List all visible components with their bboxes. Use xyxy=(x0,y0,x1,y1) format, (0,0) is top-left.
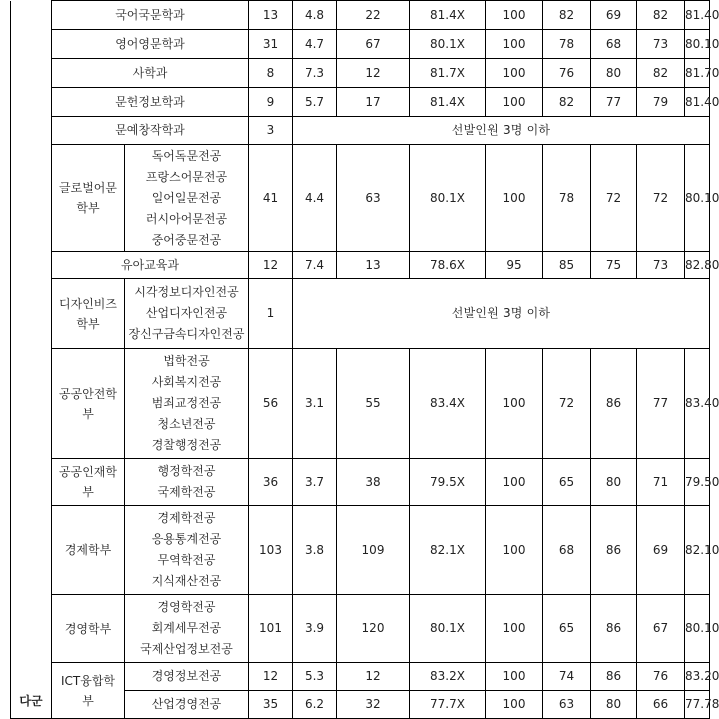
sub-major-label: 행정학전공 xyxy=(157,464,216,478)
dept-cell: 공공안전학부 xyxy=(52,349,125,459)
data-cell: 4.4 xyxy=(293,145,337,252)
data-cell: 83.40 xyxy=(685,349,710,459)
data-cell: 100 xyxy=(486,30,543,59)
data-cell: 9 xyxy=(249,88,293,117)
data-cell: 86 xyxy=(591,595,637,663)
table-row xyxy=(11,506,710,595)
table-row xyxy=(11,88,710,117)
data-cell: 79 xyxy=(637,88,685,117)
data-cell: 95 xyxy=(486,252,543,279)
dept-cell: 국어국문학과 xyxy=(52,1,249,30)
dept-cell: 사학과 xyxy=(52,59,249,88)
data-cell: 22 xyxy=(337,1,410,30)
data-cell: 3.8 xyxy=(293,506,337,595)
data-cell: 81.4X xyxy=(410,88,486,117)
data-cell: 72 xyxy=(637,145,685,252)
sub-major-label: 경찰행정전공 xyxy=(151,438,222,452)
data-cell: 69 xyxy=(591,1,637,30)
data-cell: 72 xyxy=(591,145,637,252)
data-cell: 66 xyxy=(637,691,685,719)
data-cell: 67 xyxy=(337,30,410,59)
data-cell: 79.5X xyxy=(410,459,486,506)
data-cell: 81.7X xyxy=(410,59,486,88)
data-cell: 80.10 xyxy=(685,30,710,59)
data-cell: 31 xyxy=(249,30,293,59)
data-cell: 73 xyxy=(637,252,685,279)
sub-major-label: 국제산업정보전공 xyxy=(140,642,233,656)
data-cell: 72 xyxy=(543,349,591,459)
sub-major-label: 중어중문전공 xyxy=(151,232,222,247)
data-cell: 80 xyxy=(591,691,637,719)
data-cell: 5.7 xyxy=(293,88,337,117)
table-row xyxy=(11,252,710,279)
table-row xyxy=(11,30,710,59)
table-row xyxy=(11,459,710,506)
dept-cell: 글로벌어문학부 xyxy=(52,145,125,252)
data-cell: 12 xyxy=(249,252,293,279)
data-cell: 82 xyxy=(637,1,685,30)
data-cell: 4.7 xyxy=(293,30,337,59)
data-cell: 78 xyxy=(543,145,591,252)
data-cell: 80.10 xyxy=(685,145,710,252)
table-row xyxy=(11,595,710,663)
data-cell: 6.2 xyxy=(293,691,337,719)
data-cell: 74 xyxy=(543,663,591,691)
admission-results-table xyxy=(10,0,719,719)
data-cell: 100 xyxy=(486,349,543,459)
table-row xyxy=(11,117,710,145)
data-cell: 32 xyxy=(337,691,410,719)
data-cell: 13 xyxy=(337,252,410,279)
data-cell: 8 xyxy=(249,59,293,88)
dept-cell: 공공인재학부 xyxy=(52,459,125,506)
data-cell: 36 xyxy=(249,459,293,506)
data-cell: 1 xyxy=(249,279,293,349)
data-cell: 79.50 xyxy=(685,459,710,506)
sub-major-label: 지식재산전공 xyxy=(151,574,222,588)
data-cell: 80 xyxy=(591,59,637,88)
dept-cell: ICT융합학부 xyxy=(52,663,125,719)
data-cell: 100 xyxy=(486,145,543,252)
sub-major-cell xyxy=(125,279,249,349)
dept-cell: 경제학부 xyxy=(52,506,125,595)
data-cell: 13 xyxy=(249,1,293,30)
group-label-cell: 다군 xyxy=(11,1,52,719)
data-cell: 78 xyxy=(543,30,591,59)
table-row xyxy=(11,59,710,88)
data-cell: 3.7 xyxy=(293,459,337,506)
data-cell: 12 xyxy=(337,663,410,691)
sub-major-cell xyxy=(125,349,249,459)
data-cell: 67 xyxy=(637,595,685,663)
data-cell: 83.4X xyxy=(410,349,486,459)
data-cell: 82.80 xyxy=(685,252,710,279)
data-cell: 55 xyxy=(337,349,410,459)
data-cell: 86 xyxy=(591,349,637,459)
data-cell: 100 xyxy=(486,1,543,30)
data-cell: 68 xyxy=(591,30,637,59)
data-cell: 17 xyxy=(337,88,410,117)
dept-cell: 디자인비즈학부 xyxy=(52,279,125,349)
data-cell: 100 xyxy=(486,663,543,691)
data-cell: 77.78 xyxy=(685,691,710,719)
sub-major-label: 국제학전공 xyxy=(157,485,216,499)
data-cell: 109 xyxy=(337,506,410,595)
dept-cell: 유아교육과 xyxy=(52,252,249,279)
sub-major-cell: 산업경영전공 xyxy=(125,691,249,719)
table-row xyxy=(11,663,710,691)
data-cell: 103 xyxy=(249,506,293,595)
table-row xyxy=(11,1,710,30)
data-cell: 82.10 xyxy=(685,506,710,595)
data-cell: 80.1X xyxy=(410,145,486,252)
data-cell: 81.40 xyxy=(685,1,710,30)
data-cell: 77 xyxy=(637,349,685,459)
sub-major-label: 장신구금속디자인전공 xyxy=(128,327,245,341)
data-cell: 100 xyxy=(486,595,543,663)
table-row xyxy=(11,145,710,252)
sub-major-label: 경영학전공 xyxy=(157,600,216,614)
sub-major-label: 러시아어문전공 xyxy=(145,211,228,226)
data-cell: 69 xyxy=(637,506,685,595)
table-row xyxy=(11,349,710,459)
data-cell: 3.1 xyxy=(293,349,337,459)
dept-cell: 문헌정보학과 xyxy=(52,88,249,117)
note-cell: 선발인원 3명 이하 xyxy=(293,279,710,349)
sub-major-label: 회계세무전공 xyxy=(151,621,222,635)
sub-major-cell xyxy=(125,459,249,506)
data-cell: 5.3 xyxy=(293,663,337,691)
data-cell: 80.10 xyxy=(685,595,710,663)
data-cell: 4.8 xyxy=(293,1,337,30)
data-cell: 68 xyxy=(543,506,591,595)
data-cell: 80.1X xyxy=(410,595,486,663)
data-cell: 81.4X xyxy=(410,1,486,30)
data-cell: 81.70 xyxy=(685,59,710,88)
data-cell: 100 xyxy=(486,691,543,719)
data-cell: 12 xyxy=(249,663,293,691)
data-cell: 101 xyxy=(249,595,293,663)
data-cell: 85 xyxy=(543,252,591,279)
data-cell: 77 xyxy=(591,88,637,117)
data-cell: 86 xyxy=(591,663,637,691)
sub-major-label: 산업디자인전공 xyxy=(145,306,228,320)
data-cell: 75 xyxy=(591,252,637,279)
sub-major-label: 독어독문전공 xyxy=(151,148,222,163)
data-cell: 83.20 xyxy=(685,663,710,691)
data-cell: 120 xyxy=(337,595,410,663)
note-cell: 선발인원 3명 이하 xyxy=(293,117,710,145)
data-cell: 35 xyxy=(249,691,293,719)
data-cell: 76 xyxy=(543,59,591,88)
sub-major-label: 프랑스어문전공 xyxy=(145,169,228,184)
data-cell: 3.9 xyxy=(293,595,337,663)
dept-cell: 영어영문학과 xyxy=(52,30,249,59)
data-cell: 56 xyxy=(249,349,293,459)
data-cell: 82 xyxy=(543,1,591,30)
sub-major-label: 일어일문전공 xyxy=(151,190,222,205)
data-cell: 63 xyxy=(543,691,591,719)
sub-major-label: 응용통계전공 xyxy=(151,532,222,546)
sub-major-cell xyxy=(125,506,249,595)
dept-cell: 경영학부 xyxy=(52,595,125,663)
data-cell: 71 xyxy=(637,459,685,506)
data-cell: 100 xyxy=(486,59,543,88)
data-cell: 3 xyxy=(249,117,293,145)
data-cell: 82.1X xyxy=(410,506,486,595)
sub-major-label: 무역학전공 xyxy=(157,553,216,567)
data-cell: 83.2X xyxy=(410,663,486,691)
data-cell: 100 xyxy=(486,88,543,117)
data-cell: 63 xyxy=(337,145,410,252)
data-cell: 86 xyxy=(591,506,637,595)
sub-major-label: 범죄교정전공 xyxy=(151,396,222,410)
sub-major-cell xyxy=(125,595,249,663)
sub-major-label: 경제학전공 xyxy=(157,511,216,525)
data-cell: 77.7X xyxy=(410,691,486,719)
sub-major-label: 법학전공 xyxy=(163,354,210,368)
data-cell: 78.6X xyxy=(410,252,486,279)
data-cell: 38 xyxy=(337,459,410,506)
data-cell: 100 xyxy=(486,459,543,506)
data-cell: 76 xyxy=(637,663,685,691)
data-cell: 41 xyxy=(249,145,293,252)
sub-major-cell: 경영정보전공 xyxy=(125,663,249,691)
data-cell: 65 xyxy=(543,459,591,506)
sub-major-cell xyxy=(125,145,249,252)
data-cell: 82 xyxy=(637,59,685,88)
table-row xyxy=(11,279,710,349)
data-cell: 7.4 xyxy=(293,252,337,279)
data-cell: 80.1X xyxy=(410,30,486,59)
data-cell: 80 xyxy=(591,459,637,506)
dept-cell: 문예창작학과 xyxy=(52,117,249,145)
sub-major-label: 청소년전공 xyxy=(157,417,216,431)
data-cell: 12 xyxy=(337,59,410,88)
sub-major-label: 시각정보디자인전공 xyxy=(134,285,239,299)
data-cell: 65 xyxy=(543,595,591,663)
sub-major-label: 사회복지전공 xyxy=(151,375,222,389)
data-cell: 82 xyxy=(543,88,591,117)
data-cell: 7.3 xyxy=(293,59,337,88)
data-cell: 73 xyxy=(637,30,685,59)
data-cell: 100 xyxy=(486,506,543,595)
data-cell: 81.40 xyxy=(685,88,710,117)
